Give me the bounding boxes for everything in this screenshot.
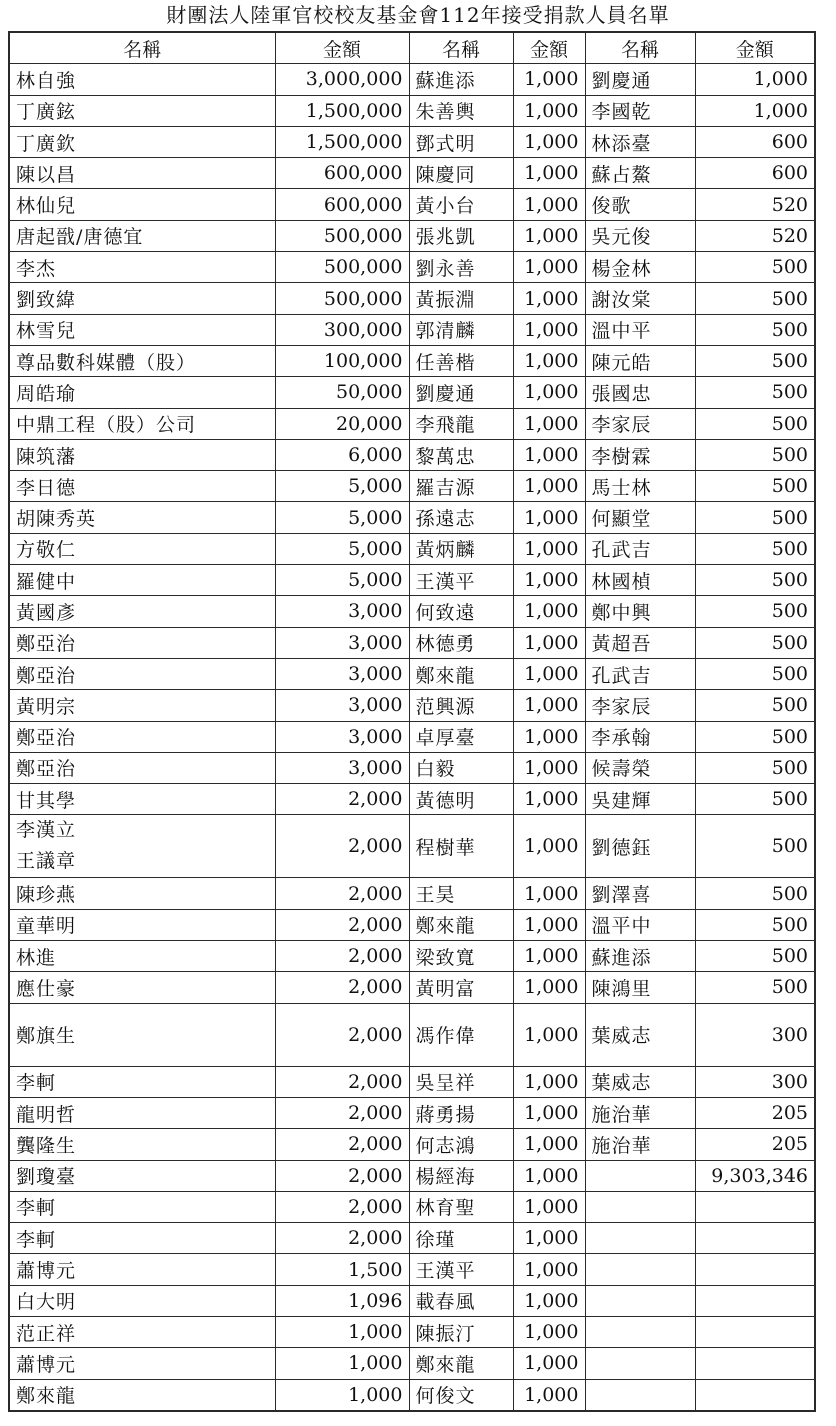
cell-amount-2: 1,000: [513, 283, 585, 314]
cell-name-1: 唐起戩/唐德宜: [9, 220, 275, 251]
cell-amount-2: 1,000: [513, 1129, 585, 1160]
cell-name-3: 蘇占鰲: [585, 158, 695, 189]
table-row: [9, 1254, 815, 1285]
cell-amount-3: 500: [695, 533, 815, 564]
table-row: [9, 909, 815, 940]
cell-amount-1: 2,000: [275, 972, 409, 1003]
cell-name-1: 胡陳秀英: [9, 502, 275, 533]
table-row: [9, 408, 815, 439]
cell-name-1: 尊品數科媒體（股）: [9, 345, 275, 376]
cell-amount-3: [695, 1285, 815, 1316]
cell-amount-2: 1,000: [513, 1191, 585, 1222]
cell-amount-1: 3,000: [275, 752, 409, 783]
cell-name-1: 黃明宗: [9, 690, 275, 721]
cell-amount-2: 1,000: [513, 1348, 585, 1379]
cell-name-3: 施治華: [585, 1097, 695, 1128]
cell-name-2: 白毅: [409, 752, 513, 783]
cell-name-2: 孫遠志: [409, 502, 513, 533]
cell-name-1: 李杰: [9, 252, 275, 283]
cell-line: 王議章: [16, 850, 77, 873]
cell-amount-2: 1,000: [513, 1003, 585, 1066]
cell-name-3: 陳元皓: [585, 345, 695, 376]
cell-amount-3: 300: [695, 1066, 815, 1097]
table-row: [9, 1379, 815, 1411]
cell-amount-2: 1,000: [513, 815, 585, 878]
table-row: [9, 158, 815, 189]
cell-amount-2: 1,000: [513, 158, 585, 189]
cell-name-1: 鄭旗生: [9, 1003, 275, 1066]
table-row: [9, 784, 815, 815]
cell-amount-2: 1,000: [513, 189, 585, 220]
cell-amount-3: 500: [695, 283, 815, 314]
cell-name-1: 李日德: [9, 471, 275, 502]
cell-name-3: 蘇進添: [585, 941, 695, 972]
cell-name-1: 黃國彥: [9, 596, 275, 627]
cell-name-3: [585, 1285, 695, 1316]
cell-amount-3: [695, 1223, 815, 1254]
cell-amount-1: 1,000: [275, 1379, 409, 1411]
cell-name-2: 羅吉源: [409, 471, 513, 502]
cell-amount-3: 500: [695, 784, 815, 815]
cell-name-1: 鄭亞治: [9, 658, 275, 689]
cell-amount-1: 1,500,000: [275, 126, 409, 157]
header-name-2: 名稱: [409, 32, 513, 64]
cell-name-1: [9, 815, 275, 878]
cell-amount-1: 2,000: [275, 1223, 409, 1254]
cell-name-3: 劉慶通: [585, 64, 695, 95]
cell-name-1: 白大明: [9, 1285, 275, 1316]
cell-name-2: 李飛龍: [409, 408, 513, 439]
cell-name-1: 應仕豪: [9, 972, 275, 1003]
cell-amount-2: 1,000: [513, 721, 585, 752]
table-row: [9, 721, 815, 752]
cell-name-2: 黃德明: [409, 784, 513, 815]
table-row: [9, 1316, 815, 1347]
cell-name-2: 楊經海: [409, 1160, 513, 1191]
cell-name-3: 溫平中: [585, 909, 695, 940]
cell-name-1: 龍明哲: [9, 1097, 275, 1128]
cell-name-3: 李承翰: [585, 721, 695, 752]
cell-name-1: 丁廣鉉: [9, 95, 275, 126]
cell-amount-3: [695, 1316, 815, 1347]
cell-amount-1: 1,000: [275, 1348, 409, 1379]
cell-amount-3: 1,000: [695, 95, 815, 126]
cell-name-1: 劉瓊臺: [9, 1160, 275, 1191]
cell-name-3: [585, 1223, 695, 1254]
cell-amount-2: 1,000: [513, 220, 585, 251]
cell-amount-2: 1,000: [513, 471, 585, 502]
cell-name-3: [585, 1191, 695, 1222]
table-row: [9, 596, 815, 627]
cell-name-2: 蔣勇揚: [409, 1097, 513, 1128]
cell-amount-2: 1,000: [513, 252, 585, 283]
cell-name-1: 鄭亞治: [9, 627, 275, 658]
cell-amount-3: 9,303,346: [695, 1160, 815, 1191]
cell-amount-3: 500: [695, 252, 815, 283]
cell-name-1: 童華明: [9, 909, 275, 940]
cell-amount-2: 1,000: [513, 408, 585, 439]
cell-name-2: 劉慶通: [409, 377, 513, 408]
cell-amount-3: 500: [695, 658, 815, 689]
cell-name-3: 張國忠: [585, 377, 695, 408]
cell-name-3: 鄭中興: [585, 596, 695, 627]
cell-amount-1: 2,000: [275, 1191, 409, 1222]
cell-name-1: 蕭博元: [9, 1348, 275, 1379]
cell-amount-3: 500: [695, 345, 815, 376]
cell-name-1: 鄭亞治: [9, 721, 275, 752]
cell-amount-1: 20,000: [275, 408, 409, 439]
cell-amount-2: 1,000: [513, 878, 585, 909]
cell-name-2: 黃炳麟: [409, 533, 513, 564]
table-row: [9, 1097, 815, 1128]
table-row: [9, 627, 815, 658]
cell-name-2: 何志鴻: [409, 1129, 513, 1160]
table-row: [9, 220, 815, 251]
cell-amount-3: 500: [695, 972, 815, 1003]
cell-amount-1: 2,000: [275, 815, 409, 878]
cell-amount-2: 1,000: [513, 1316, 585, 1347]
cell-amount-2: 1,000: [513, 1223, 585, 1254]
cell-amount-2: 1,000: [513, 126, 585, 157]
cell-name-3: [585, 1160, 695, 1191]
cell-amount-3: 500: [695, 471, 815, 502]
cell-amount-2: 1,000: [513, 909, 585, 940]
table-row: [9, 1285, 815, 1316]
table-row: [9, 752, 815, 783]
cell-name-3: [585, 1348, 695, 1379]
cell-name-1: 劉致緯: [9, 283, 275, 314]
table-row: [9, 565, 815, 596]
cell-name-3: 謝汝棠: [585, 283, 695, 314]
cell-amount-3: 1,000: [695, 64, 815, 95]
cell-name-3: 李國乾: [585, 95, 695, 126]
cell-amount-1: 6,000: [275, 439, 409, 470]
cell-amount-2: 1,000: [513, 752, 585, 783]
cell-amount-3: 500: [695, 627, 815, 658]
cell-amount-3: 500: [695, 909, 815, 940]
cell-name-3: 劉澤喜: [585, 878, 695, 909]
cell-name-1: 方敬仁: [9, 533, 275, 564]
cell-name-2: 張兆凱: [409, 220, 513, 251]
table-row: [9, 690, 815, 721]
cell-name-1: 林仙兒: [9, 189, 275, 220]
cell-amount-3: 500: [695, 314, 815, 345]
cell-amount-3: 500: [695, 752, 815, 783]
cell-name-3: 楊金林: [585, 252, 695, 283]
cell-amount-2: 1,000: [513, 1097, 585, 1128]
cell-amount-1: 5,000: [275, 471, 409, 502]
cell-name-2: 陳振汀: [409, 1316, 513, 1347]
cell-amount-1: 1,500,000: [275, 95, 409, 126]
table-row: [9, 658, 815, 689]
cell-amount-1: 3,000: [275, 721, 409, 752]
header-amount-2: 金額: [513, 32, 585, 64]
cell-name-1: 范正祥: [9, 1316, 275, 1347]
table-row: [9, 1223, 815, 1254]
table-row: [9, 95, 815, 126]
cell-name-1: 鄭來龍: [9, 1379, 275, 1411]
cell-amount-3: 600: [695, 158, 815, 189]
cell-amount-1: 300,000: [275, 314, 409, 345]
cell-name-3: 黃超吾: [585, 627, 695, 658]
cell-name-3: 葉威志: [585, 1066, 695, 1097]
cell-amount-3: 500: [695, 721, 815, 752]
cell-name-3: 陳鴻里: [585, 972, 695, 1003]
table-row: [9, 502, 815, 533]
cell-name-1: 李軻: [9, 1066, 275, 1097]
header-amount-1: 金額: [275, 32, 409, 64]
cell-name-2: 梁致寬: [409, 941, 513, 972]
cell-name-1: 周皓瑜: [9, 377, 275, 408]
page-title: 財團法人陸軍官校校友基金會112年接受捐款人員名單: [166, 3, 670, 27]
cell-amount-2: 1,000: [513, 565, 585, 596]
cell-amount-2: 1,000: [513, 95, 585, 126]
cell-name-2: 徐瑾: [409, 1223, 513, 1254]
cell-amount-3: 520: [695, 220, 815, 251]
cell-amount-1: 50,000: [275, 377, 409, 408]
table-row: [9, 1003, 815, 1066]
cell-name-2: 鄧式明: [409, 126, 513, 157]
cell-name-1: 林進: [9, 941, 275, 972]
cell-amount-3: 500: [695, 565, 815, 596]
donor-table: [8, 31, 816, 1412]
cell-amount-2: 1,000: [513, 627, 585, 658]
cell-name-2: 黃小台: [409, 189, 513, 220]
cell-amount-3: 500: [695, 502, 815, 533]
cell-name-2: 蘇進添: [409, 64, 513, 95]
cell-amount-2: 1,000: [513, 1160, 585, 1191]
cell-amount-1: 2,000: [275, 941, 409, 972]
cell-name-1: 陳以昌: [9, 158, 275, 189]
cell-amount-2: 1,000: [513, 972, 585, 1003]
cell-name-3: 何顯堂: [585, 502, 695, 533]
cell-amount-2: 1,000: [513, 345, 585, 376]
cell-amount-2: 1,000: [513, 1066, 585, 1097]
header-amount-3: 金額: [695, 32, 815, 64]
table-row: [9, 64, 815, 95]
cell-name-3: 李家辰: [585, 690, 695, 721]
cell-name-3: 孔武吉: [585, 658, 695, 689]
cell-amount-2: 1,000: [513, 533, 585, 564]
table-header-row: [9, 32, 815, 64]
cell-amount-1: 1,096: [275, 1285, 409, 1316]
cell-amount-3: 500: [695, 439, 815, 470]
cell-name-2: 王漢平: [409, 1254, 513, 1285]
cell-amount-3: 205: [695, 1097, 815, 1128]
cell-amount-1: 500,000: [275, 220, 409, 251]
cell-name-1: 陳珍燕: [9, 878, 275, 909]
cell-amount-2: 1,000: [513, 377, 585, 408]
cell-amount-1: 500,000: [275, 283, 409, 314]
cell-name-3: 施治華: [585, 1129, 695, 1160]
cell-name-3: [585, 1254, 695, 1285]
cell-name-3: [585, 1316, 695, 1347]
cell-amount-1: 1,000: [275, 1316, 409, 1347]
cell-amount-2: 1,000: [513, 784, 585, 815]
cell-name-1: 林自強: [9, 64, 275, 95]
cell-amount-3: [695, 1379, 815, 1411]
cell-name-3: 吳元俊: [585, 220, 695, 251]
cell-name-1: 林雪兒: [9, 314, 275, 345]
cell-amount-1: 2,000: [275, 1066, 409, 1097]
cell-amount-1: 5,000: [275, 502, 409, 533]
cell-name-1: 羅健中: [9, 565, 275, 596]
cell-amount-3: 500: [695, 815, 815, 878]
cell-amount-3: [695, 1254, 815, 1285]
cell-amount-1: 3,000,000: [275, 64, 409, 95]
cell-name-1: 李軻: [9, 1223, 275, 1254]
header-name-3: 名稱: [585, 32, 695, 64]
cell-name-2: 鄭來龍: [409, 658, 513, 689]
cell-name-1: 丁廣欽: [9, 126, 275, 157]
cell-amount-3: 205: [695, 1129, 815, 1160]
cell-amount-1: 2,000: [275, 1129, 409, 1160]
cell-amount-3: 500: [695, 377, 815, 408]
table-row: [9, 252, 815, 283]
cell-name-2: 黃明富: [409, 972, 513, 1003]
cell-amount-1: 2,000: [275, 784, 409, 815]
cell-amount-1: 3,000: [275, 596, 409, 627]
cell-amount-2: 1,000: [513, 596, 585, 627]
cell-name-1: 陳筑藩: [9, 439, 275, 470]
cell-name-2: 范興源: [409, 690, 513, 721]
cell-amount-1: 2,000: [275, 1160, 409, 1191]
cell-name-3: 李家辰: [585, 408, 695, 439]
table-row: [9, 815, 815, 878]
cell-name-2: 郭清麟: [409, 314, 513, 345]
cell-name-3: [585, 1379, 695, 1411]
cell-name-2: 林育聖: [409, 1191, 513, 1222]
cell-name-2: 林德勇: [409, 627, 513, 658]
cell-name-3: 孔武吉: [585, 533, 695, 564]
cell-name-2: 吳呈祥: [409, 1066, 513, 1097]
cell-amount-1: 1,500: [275, 1254, 409, 1285]
table-row: [9, 878, 815, 909]
cell-amount-3: 500: [695, 941, 815, 972]
cell-amount-1: 3,000: [275, 627, 409, 658]
cell-name-3: 劉德鈺: [585, 815, 695, 878]
cell-amount-2: 1,000: [513, 690, 585, 721]
cell-amount-3: 600: [695, 126, 815, 157]
cell-amount-1: 600,000: [275, 158, 409, 189]
cell-name-2: 程樹華: [409, 815, 513, 878]
cell-name-3: 林國楨: [585, 565, 695, 596]
cell-name-2: 朱善輿: [409, 95, 513, 126]
cell-amount-1: 2,000: [275, 1097, 409, 1128]
table-row: [9, 439, 815, 470]
table-row: [9, 1129, 815, 1160]
table-row: [9, 314, 815, 345]
cell-name-2: 載春風: [409, 1285, 513, 1316]
cell-name-1: 甘其學: [9, 784, 275, 815]
cell-amount-3: 520: [695, 189, 815, 220]
cell-amount-1: 5,000: [275, 565, 409, 596]
table-row: [9, 533, 815, 564]
cell-name-2: 卓厚臺: [409, 721, 513, 752]
table-row: [9, 189, 815, 220]
table-row: [9, 345, 815, 376]
cell-name-2: 王漢平: [409, 565, 513, 596]
cell-name-2: 何俊文: [409, 1379, 513, 1411]
cell-amount-3: [695, 1348, 815, 1379]
cell-amount-3: 500: [695, 408, 815, 439]
cell-amount-3: [695, 1191, 815, 1222]
cell-amount-2: 1,000: [513, 941, 585, 972]
cell-name-2: 馮作偉: [409, 1003, 513, 1066]
cell-name-1: 鄭亞治: [9, 752, 275, 783]
table-body: [9, 64, 815, 1411]
cell-name-3: 溫中平: [585, 314, 695, 345]
cell-amount-1: 2,000: [275, 1003, 409, 1066]
table-row: [9, 283, 815, 314]
cell-amount-2: 1,000: [513, 658, 585, 689]
cell-amount-2: 1,000: [513, 1379, 585, 1411]
table-row: [9, 1066, 815, 1097]
cell-amount-1: 100,000: [275, 345, 409, 376]
cell-amount-2: 1,000: [513, 502, 585, 533]
cell-name-1: 龔隆生: [9, 1129, 275, 1160]
cell-name-1: 蕭博元: [9, 1254, 275, 1285]
table-row: [9, 972, 815, 1003]
cell-name-1: 李軻: [9, 1191, 275, 1222]
cell-amount-2: 1,000: [513, 439, 585, 470]
cell-amount-1: 2,000: [275, 878, 409, 909]
cell-line: 李漢立: [16, 819, 77, 842]
cell-name-2: 王昊: [409, 878, 513, 909]
cell-name-2: 任善楷: [409, 345, 513, 376]
cell-name-3: 李樹霖: [585, 439, 695, 470]
table-row: [9, 1160, 815, 1191]
cell-name-3: 馬士林: [585, 471, 695, 502]
cell-name-2: 劉永善: [409, 252, 513, 283]
cell-amount-2: 1,000: [513, 314, 585, 345]
cell-amount-1: 3,000: [275, 658, 409, 689]
cell-amount-1: 500,000: [275, 252, 409, 283]
cell-amount-1: 600,000: [275, 189, 409, 220]
cell-amount-3: 500: [695, 878, 815, 909]
cell-name-2: 何致遠: [409, 596, 513, 627]
cell-name-2: 鄭來龍: [409, 1348, 513, 1379]
cell-name-3: 林添臺: [585, 126, 695, 157]
table-row: [9, 941, 815, 972]
cell-amount-3: 300: [695, 1003, 815, 1066]
header-name-1: 名稱: [9, 32, 275, 64]
cell-amount-1: 5,000: [275, 533, 409, 564]
cell-name-3: 葉威志: [585, 1003, 695, 1066]
cell-name-3: 俊歌: [585, 189, 695, 220]
cell-name-1: 中鼎工程（股）公司: [9, 408, 275, 439]
cell-amount-2: 1,000: [513, 1285, 585, 1316]
cell-name-3: 吳建輝: [585, 784, 695, 815]
cell-amount-3: 500: [695, 596, 815, 627]
cell-amount-1: 2,000: [275, 909, 409, 940]
cell-name-2: 鄭來龍: [409, 909, 513, 940]
table-row: [9, 1348, 815, 1379]
cell-name-2: 陳慶同: [409, 158, 513, 189]
cell-amount-1: 3,000: [275, 690, 409, 721]
cell-amount-2: 1,000: [513, 1254, 585, 1285]
cell-name-3: 候壽榮: [585, 752, 695, 783]
cell-name-2: 黃振淵: [409, 283, 513, 314]
table-row: [9, 1191, 815, 1222]
table-row: [9, 377, 815, 408]
cell-amount-3: 500: [695, 690, 815, 721]
cell-name-2: 黎萬忠: [409, 439, 513, 470]
table-row: [9, 126, 815, 157]
cell-amount-2: 1,000: [513, 64, 585, 95]
table-row: [9, 471, 815, 502]
